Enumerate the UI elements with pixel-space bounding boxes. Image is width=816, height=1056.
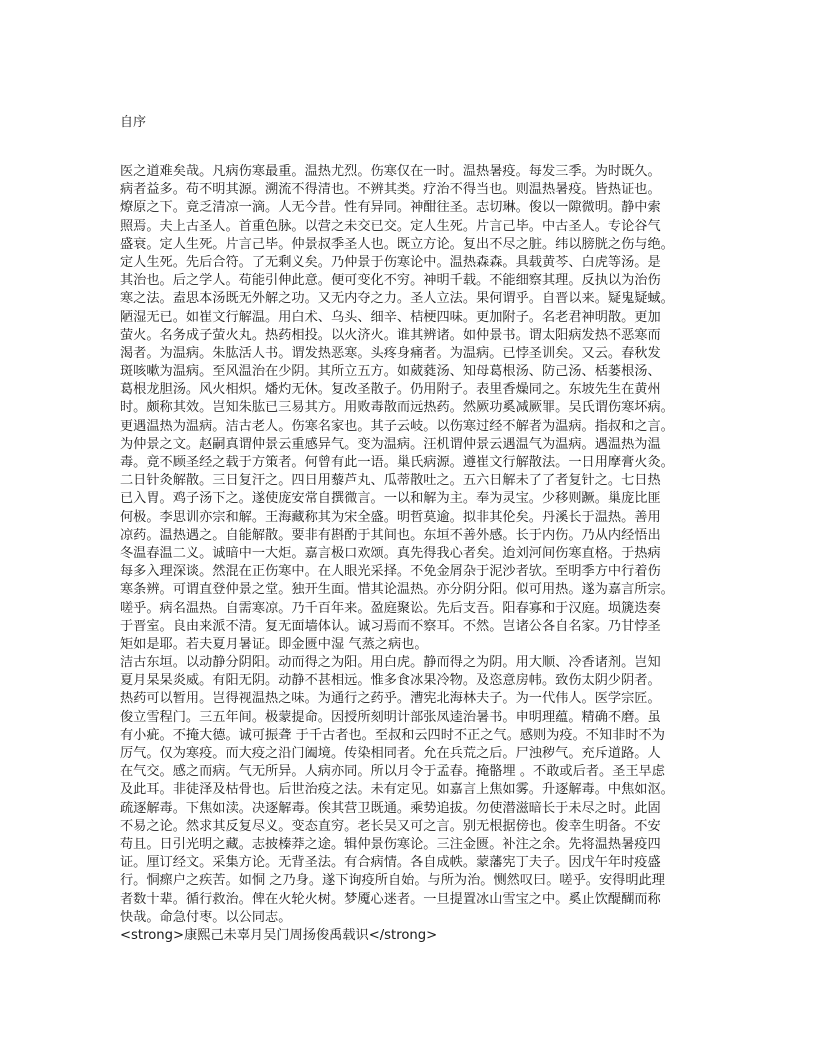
text-line: 二日针灸解散。三日复汗之。四日用藜芦丸、瓜蒂散吐之。五六日解未了了者复针之。七日热 <box>120 473 661 489</box>
text-line: 冬温春温二义。诚暗中一大炬。嘉言极口欢颂。真先得我心者矣。迨刘河间伤寒直格。于热病 <box>120 545 661 561</box>
document-title: 自序 <box>120 115 147 130</box>
text-line: 热药可以暂用。岂得视温热之味。为通行之药乎。漕宪北海林夫子。为一代伟人。医学宗匠。 <box>120 691 661 707</box>
text-line: 照焉。夫上古圣人。首重色脉。以营之未交已交。定人生死。片言己毕。中古圣人。专论谷气 <box>120 218 661 234</box>
text-line: 每多入理深谈。然混在正伤寒中。在人眼光采择。不免金屑杂于泥沙者欤。至明季方中行着伤 <box>120 564 661 580</box>
text-line: 更遇温热为温病。洁古老人。伤寒名家也。其子云岐。以伤寒过经不解者为温病。指叔和之言。 <box>120 418 674 434</box>
text-line: 苟且。日引光明之藏。志披榛莽之途。辑仲景伤寒论。三注金匮。补注之余。先将温热暑疫四 <box>120 836 661 852</box>
document-body <box>120 163 698 1043</box>
text-line: 萤火。名务成子萤火丸。热药相投。以火济火。谁其辨诸。如仲景书。谓太阳病发热不恶寒而 <box>120 327 661 343</box>
text-line: 其治也。后之学人。苟能引伸此意。便可变化不穷。神明千载。不能细察其理。反执以为治伤 <box>120 273 661 289</box>
text-line: 在气交。感之而病。气无所异。人病亦同。所以月令于孟春。掩骼埋 。不敢或后者。圣王早虑 <box>120 764 665 780</box>
text-line: 俊立雪程门。三五年间。极蒙提命。因授所刻明计部张凤逵治暑书。申明理蕴。精确不磨。虽 <box>120 709 661 725</box>
text-line: 已入胃。鸡子汤下之。遂使庞安常自撰微言。一以和解为主。奉为灵宝。少移则蹶。巢庞比匪 <box>120 491 661 507</box>
text-line: 矩如是耶。若夫夏月暑证。即金匮中湿 气蒸之病也。 <box>120 636 428 652</box>
text-line: 寒之法。盍思本汤既无外解之功。又无内夺之力。圣人立法。果何谓乎。自晋以来。疑鬼疑蜮。 <box>120 291 674 307</box>
text-line: 于晋室。良由来派不清。复无面墙体认。诚习焉而不察耳。不然。岂诸公各自名家。乃甘悖圣 <box>120 618 661 634</box>
text-line: 寒条辨。可谓直登仲景之堂。独开生面。惜其论温热。亦分阴分阳。似可用热。遂为嘉言所宗。 <box>120 582 674 598</box>
text-line: 洁古东垣。以动静分阴阳。动而得之为阳。用白虎。静而得之为阴。用大顺、冷香诸剂。岂知 <box>120 655 661 671</box>
text-line: 者数十辈。循行救治。俾在火轮火树。梦魇心迷者。一旦提置冰山雪宝之中。奚止饮醍醐而称 <box>120 891 661 907</box>
text-line: 定人生死。先后合符。了无剩义矣。乃仲景于伤寒论中。温热森森。具载黄芩、白虎等汤。是 <box>120 254 661 270</box>
text-line: 时。颇称其效。岂知朱肱已三易其方。用败毒散而远热药。然厥功奚减厥罪。吴氏谓伤寒坏病。 <box>120 400 674 416</box>
text-line: 不易之论。然求其反复尽义。变态直穷。老长吴又可之言。别无根据傍也。俊幸生明备。不安 <box>120 818 661 834</box>
text-line: 燎原之下。竟乏清凉一滴。人无今昔。性有异同。神酣往圣。志切琳。俊以一隙微明。静中索 <box>120 200 661 216</box>
signature-line: <strong>康熙己未辜月吴门周扬俊禹载识</strong> <box>120 927 438 943</box>
text-line: 为仲景之文。赵嗣真谓仲景云重感异气。变为温病。汪机谓仲景云遇温气为温病。遇温热为温 <box>120 436 661 452</box>
text-line: 病者益多。苟不明其源。溯流不得清也。不辨其类。疗治不得当也。则温热暑疫。皆热证也。 <box>120 182 661 198</box>
text-line: 陋湿无已。如崔文行解温。用白术、乌头、细辛、桔梗四味。更加附子。名老君神明散。更加 <box>120 309 661 325</box>
text-line: 盛衰。定人生死。片言己毕。仲景叔季圣人也。既立方论。复出不尽之脏。纬以膀胱之伤与绝。 <box>120 236 674 252</box>
text-line: 行。恫瘝户之疾苦。如恫 之乃身。遂下询疫所自始。与所为治。恻然叹曰。嗟乎。安得明此理 <box>120 873 665 889</box>
text-line: 葛根龙胆汤。风火相炽。燔灼无休。复改圣散子。仍用附子。表里香燥同之。东坡先生在黄州 <box>120 382 661 398</box>
text-line: 毒。竟不顾圣经之载于方策者。何曾有此一语。巢氏病源。遵崔文行解散法。一日用摩膏火灸。 <box>120 455 674 470</box>
text-line: 嗟乎。病名温热。自需寒凉。乃千百年来。盈庭聚讼。先后支吾。阳春寡和于汉庭。埙篪迭奏 <box>120 600 661 616</box>
text-line: 医之道难矣哉。凡病伤寒最重。温热尤烈。伤寒仅在一时。温热暑疫。每发三季。为时既久。 <box>120 164 661 179</box>
text-line: 渴者。为温病。朱肱活人书。谓发热恶寒。头疼身痛者。为温病。已悖圣训矣。又云。春秋发 <box>120 345 661 361</box>
text-line: 凉药。温热遇之。自能解散。要非有斟酌于其间也。东垣不善外感。长于内伤。乃从内经悟出 <box>120 527 661 543</box>
text-line: 何极。李思训亦宗和解。王海藏称其为宋全盛。明哲莫逾。拟非其伦矣。丹溪长于温热。善用 <box>120 509 661 525</box>
text-line: 夏月杲杲炎威。有阳无阴。动静不甚相远。惟多食冰果冷物。及恣意房帏。致伤太阴少阴者。 <box>120 673 661 689</box>
text-line: 斑咳嗽为温病。至风温治在少阴。其所立五方。如葳蕤汤、知母葛根汤、防己汤、栝蒌根汤、 <box>120 364 661 380</box>
text-line: 证。厘订经文。采集方论。无背圣法。有合病情。各自成帙。蒙藩宪丁夫子。因戊午年时疫盛 <box>120 855 661 871</box>
text-line: 及此耳。非徒泽及枯骨也。后世治疫之法。未有定见。如嘉言上焦如雾。升逐解毒。中焦如沤。 <box>120 782 674 798</box>
text-line: 疏逐解毒。下焦如渎。决逐解毒。俟其营卫既通。乘势追拔。勿使潜滋暗长于未尽之时。此固 <box>120 800 661 816</box>
text-line: 厉气。仅为寒疫。而大疫之沿门阖境。传染相同者。允在兵荒之后。尸浊秽气。充斥道路。人 <box>120 746 661 761</box>
text-line: 快哉。命急付枣。以公同志。 <box>120 909 292 925</box>
text-line: 有小疵。不掩大德。诚可振聋 于千古者也。至叔和云四时不正之气。感则为疫。不知非时不为 <box>120 727 665 743</box>
